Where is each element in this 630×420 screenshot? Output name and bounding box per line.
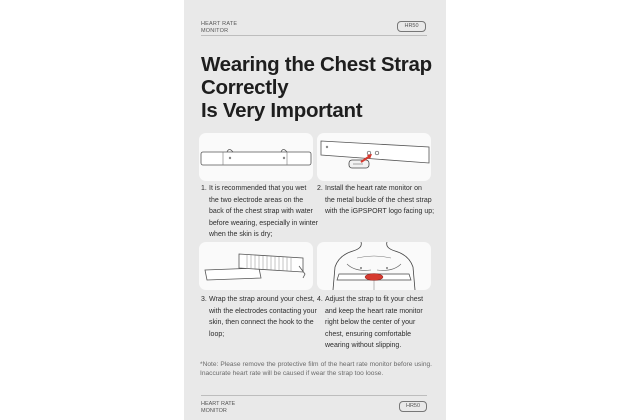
header-brand-line1: HEART RATE bbox=[201, 21, 238, 27]
strap-wrap-icon bbox=[199, 242, 313, 290]
step-3-line: loop; bbox=[209, 330, 225, 338]
page-title bbox=[201, 53, 431, 122]
step-3-line: Wrap the strap around your chest, bbox=[209, 296, 315, 303]
step-1-line: back of the chest strap with water bbox=[209, 208, 313, 215]
header-model-badge: HR50 bbox=[397, 21, 426, 32]
step-2-line: the metal buckle of the chest strap bbox=[325, 196, 432, 204]
step-2-number: 2. bbox=[317, 185, 323, 192]
title-line-2: Correctly bbox=[201, 76, 289, 99]
footer-brand-line1: HEART RATE bbox=[201, 401, 236, 407]
step-3-line: with the electrodes contacting your bbox=[209, 307, 317, 315]
step-1-line: before wearing, especially in winter bbox=[209, 219, 318, 227]
footer-model-badge: HR50 bbox=[399, 401, 427, 412]
step-3-line: skin, then connect the hook to the bbox=[209, 319, 314, 326]
illustration-install-monitor bbox=[317, 133, 431, 181]
title-line-3: Is Very Important bbox=[201, 99, 363, 122]
step-1-line: when the skin is dry; bbox=[209, 231, 273, 238]
title-line-1: Wearing the Chest Strap bbox=[201, 53, 432, 76]
step-1-line: It is recommended that you wet bbox=[209, 185, 307, 192]
strap-flat-icon bbox=[199, 133, 313, 181]
step-4-line: chest, ensuring comfortable bbox=[325, 330, 411, 338]
step-4-number: 4. bbox=[317, 296, 323, 303]
step-2-line: Install the heart rate monitor on bbox=[325, 185, 422, 192]
step-4-line: and keep the heart rate monitor bbox=[325, 307, 423, 315]
step-3-number: 3. bbox=[201, 296, 207, 303]
step-1-line: the two electrode areas on the bbox=[209, 196, 304, 204]
monitor-buckle-icon bbox=[317, 133, 431, 181]
header-brand-line2: MONITOR bbox=[201, 27, 229, 34]
step-4-line: wearing without slipping. bbox=[325, 342, 402, 349]
torso-icon bbox=[317, 242, 431, 290]
illustration-torso-fit bbox=[317, 242, 431, 290]
footer-brand bbox=[201, 401, 261, 414]
manual-page bbox=[184, 0, 446, 420]
illustration-wrap-strap bbox=[199, 242, 313, 290]
header-divider bbox=[201, 35, 427, 36]
footer-brand-line2: MONITOR bbox=[201, 407, 227, 414]
footer-divider bbox=[201, 395, 427, 396]
step-1-number: 1. bbox=[201, 185, 207, 192]
step-4-line: Adjust the strap to fit your chest bbox=[325, 296, 424, 303]
usage-note: *Note: Please remove the protective film of the heart rate monitor before using. Inaccurate heart rate will be caused if wear the strap too loose. bbox=[200, 361, 432, 377]
header-brand bbox=[201, 21, 261, 34]
illustration-strap-electrodes bbox=[199, 133, 313, 181]
step-2-line: with the iGPSPORT logo facing up; bbox=[325, 208, 435, 215]
step-4-line: right below the center of your bbox=[325, 319, 416, 326]
